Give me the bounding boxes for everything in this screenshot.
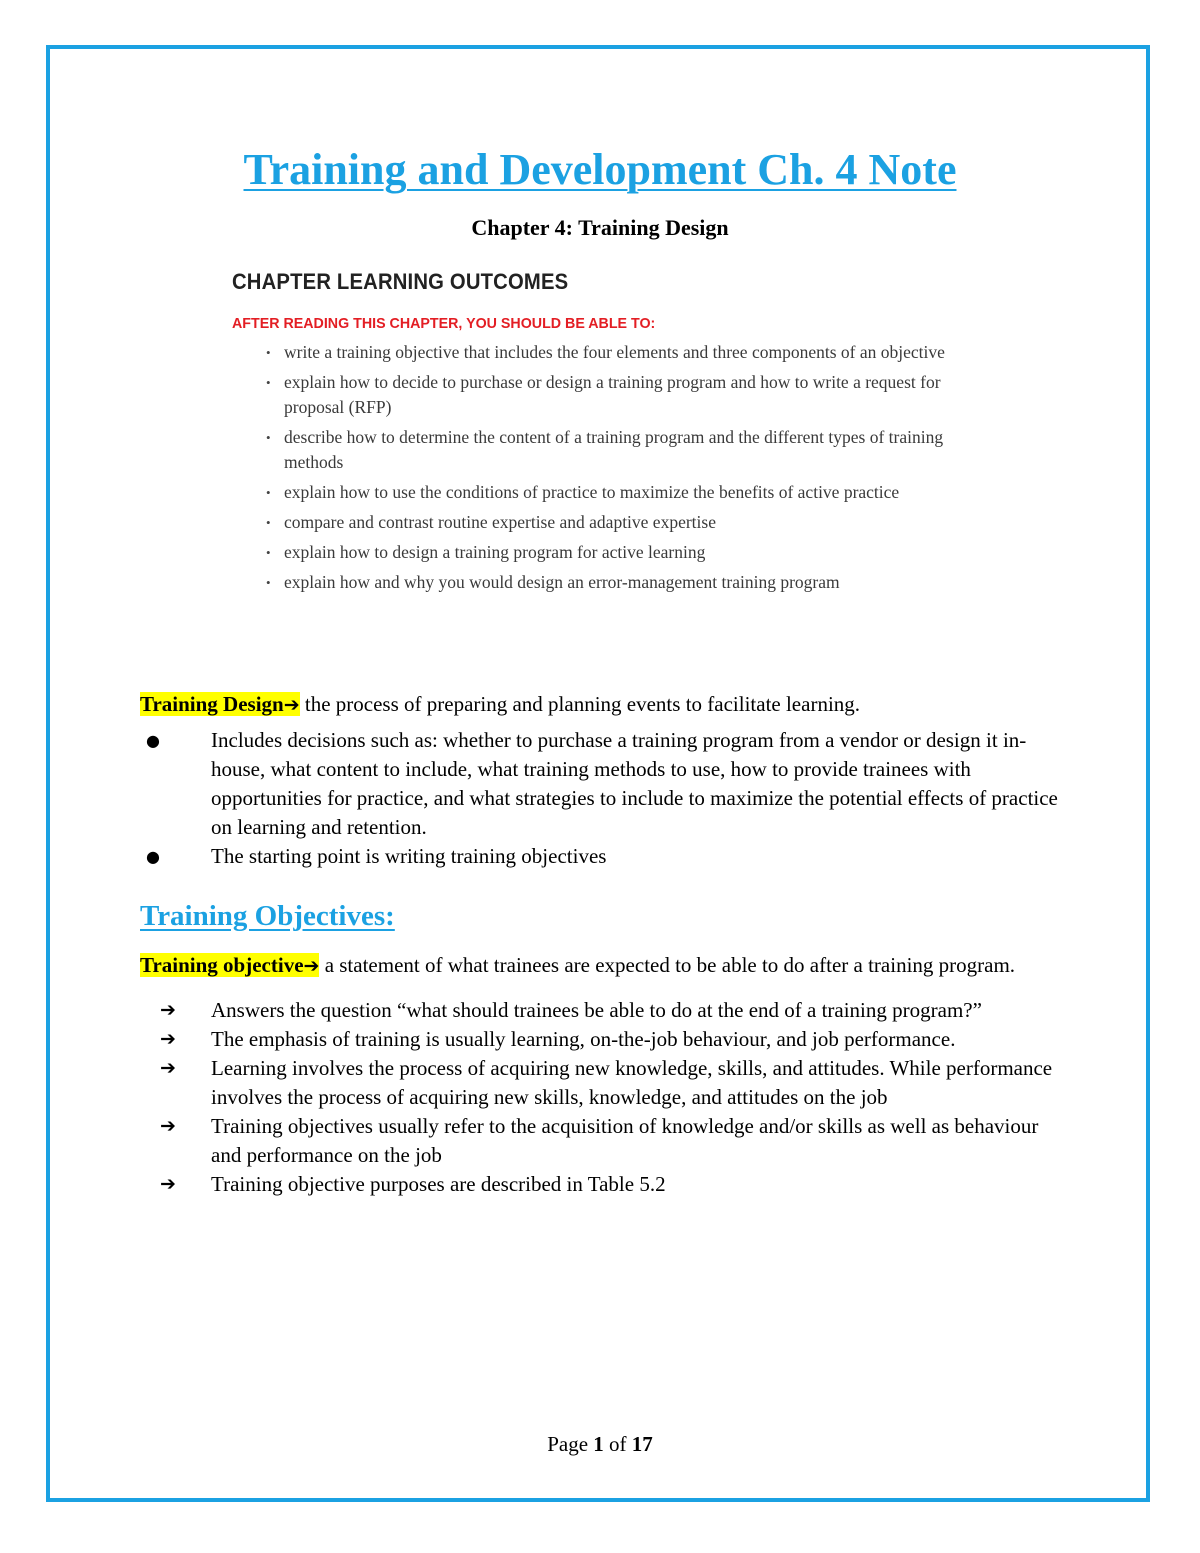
chapter-title: Chapter 4: Training Design	[471, 215, 729, 240]
training-objectives-bullets	[140, 996, 1065, 1199]
list-item: ➔ Training objectives usually refer to the acquisition of knowledge and/or skills as well as behaviour and performance on the job	[140, 1112, 1065, 1170]
bullet-icon: •	[266, 545, 271, 560]
outcomes-heading: CHAPTER LEARNING OUTCOMES	[232, 269, 569, 294]
page-footer: Page 1 of 17	[547, 1432, 653, 1456]
document-title: Training and Development Ch. 4 Note	[243, 145, 957, 194]
bullet-icon: •	[266, 375, 271, 390]
right-arrow-icon: ➔	[160, 1057, 176, 1079]
outcome-item: • explain how to decide to purchase or design a training program and how to write a request for proposal (RFP)	[266, 372, 941, 417]
training-objective-definition: Training objective➔ a statement of what trainees are expected to be able to do after a training program.	[140, 953, 1016, 977]
bullet-icon: •	[266, 515, 271, 530]
bullet-icon: ●	[146, 847, 160, 866]
list-item: ● The starting point is writing training objectives	[140, 842, 1065, 871]
training-objectives-section	[140, 951, 1065, 1199]
right-arrow-icon: ➔	[303, 955, 320, 977]
right-arrow-icon: ➔	[160, 1173, 176, 1195]
outcome-item: • explain how and why you would design an error-management training program	[232, 570, 972, 595]
bullet-icon: •	[266, 430, 271, 445]
right-arrow-icon: ➔	[283, 694, 300, 716]
section-heading: Training Objectives:	[140, 900, 395, 932]
right-arrow-icon: ➔	[160, 999, 176, 1021]
bullet-icon: ●	[146, 731, 160, 750]
highlighted-term: Training Design➔	[140, 692, 300, 716]
outcome-item: • explain how to use the conditions of practice to maximize the benefits of active practice	[232, 480, 972, 505]
list-item: ➔ Learning involves the process of acquiring new knowledge, skills, and attitudes. While performance involves the process of acquiring new skills, knowledge, and attitudes on the job	[140, 1054, 1065, 1112]
highlighted-term: Training objective➔	[140, 953, 320, 977]
outcome-item: • explain how to design a training program for active learning	[232, 540, 972, 565]
outcome-item: • compare and contrast routine expertise and adaptive expertise	[232, 510, 972, 535]
list-item: ● Includes decisions such as: whether to purchase a training program from a vendor or design it in-house, what content to include, what training methods to use, how to provide trainees with opportunities for practice, and what strategies to include to maximize the potential effects of practice on learning and retention.	[140, 726, 1065, 842]
bullet-icon: •	[266, 345, 271, 360]
training-design-definition: Training Design➔ the process of preparing and planning events to facilitate learning.	[140, 692, 861, 716]
page-total: 17	[631, 1432, 653, 1456]
outcomes-list	[232, 340, 972, 595]
list-item: ➔ Training objective purposes are described in Table 5.2	[140, 1170, 1065, 1199]
right-arrow-icon: ➔	[160, 1115, 176, 1137]
bullet-icon: •	[266, 575, 271, 590]
list-item: ➔ Answers the question “what should trainees be able to do at the end of a training program?”	[140, 996, 1065, 1025]
training-design-bullets	[140, 726, 1065, 871]
bullet-icon: •	[266, 485, 271, 500]
outcome-item: • write a training objective that includes the four elements and three components of an objective	[232, 340, 972, 365]
right-arrow-icon: ➔	[160, 1028, 176, 1050]
list-item: ➔ The emphasis of training is usually learning, on-the-job behaviour, and job performance.	[140, 1025, 1065, 1054]
learning-outcomes-figure	[232, 266, 972, 600]
outcomes-subheading: AFTER READING THIS CHAPTER, YOU SHOULD BE ABLE TO:	[232, 315, 656, 332]
training-design-section	[140, 690, 1065, 871]
outcome-item: • describe how to determine the content of a training program and the different types of training methods	[266, 427, 944, 472]
page-number: 1	[593, 1432, 604, 1456]
